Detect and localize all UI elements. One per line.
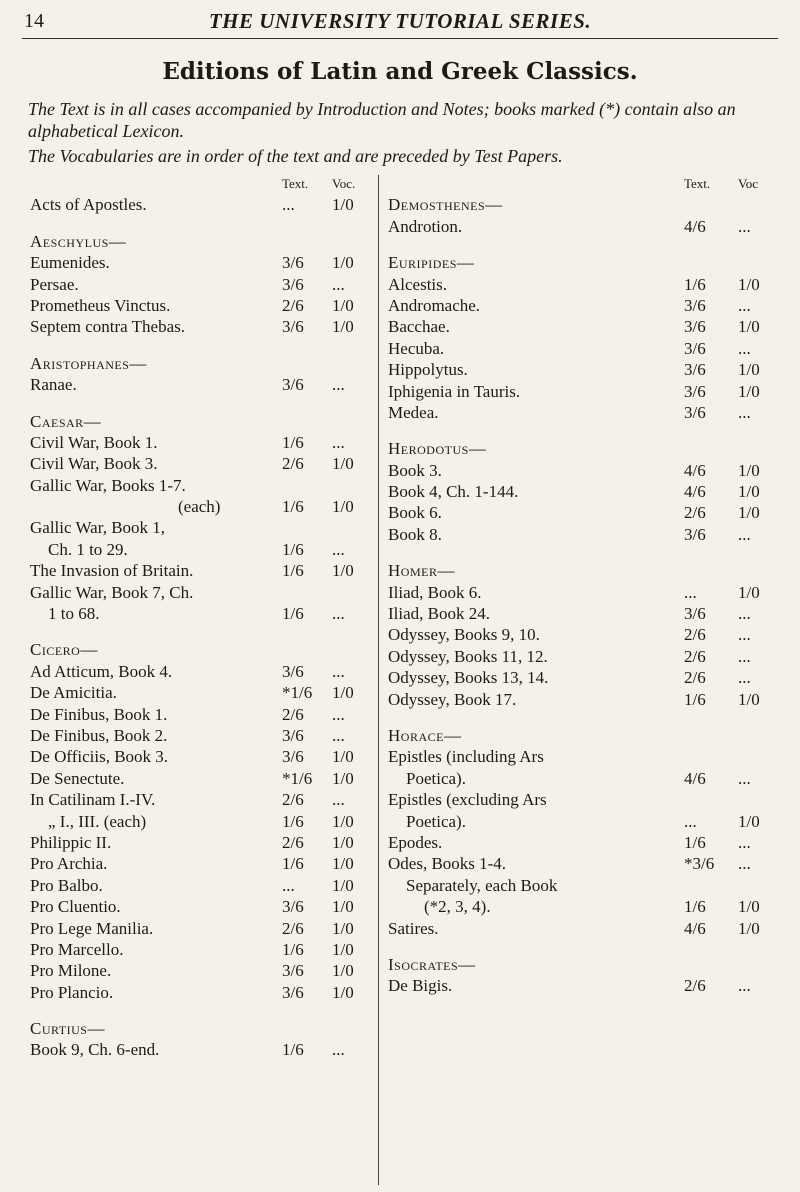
text-price: 2/6	[282, 918, 304, 938]
work-title: Separately, each Book	[406, 875, 558, 895]
voc-price: 1/0	[332, 497, 354, 517]
text-price: 4/6	[684, 768, 706, 788]
voc-price: ...	[332, 725, 345, 745]
work-title: The Invasion of Britain.	[30, 561, 194, 581]
work-title: Persae.	[30, 274, 79, 294]
author-name: Demosthenes—	[388, 195, 503, 215]
column-divider	[378, 175, 379, 1185]
voc-price: 1/0	[332, 875, 354, 895]
text-price: 4/6	[684, 460, 706, 480]
voc-price: 1/0	[738, 582, 760, 602]
work-title: In Catilinam I.-IV.	[30, 790, 156, 810]
text-price: 2/6	[684, 668, 706, 688]
work-title: Poetica).	[406, 768, 466, 788]
text-price: 3/6	[282, 274, 304, 294]
work-title: Pro Marcello.	[30, 939, 124, 959]
list-item	[388, 789, 792, 810]
work-title: Iliad, Book 6.	[388, 582, 482, 602]
text-price: 2/6	[282, 704, 304, 724]
list-item	[30, 682, 376, 703]
author-heading	[388, 954, 792, 975]
list-item	[30, 496, 376, 517]
voc-price: 1/0	[332, 561, 354, 581]
work-title: (*2, 3, 4).	[424, 897, 491, 917]
voc-price: 1/0	[738, 274, 760, 294]
list-item	[30, 274, 376, 295]
text-price: 2/6	[282, 790, 304, 810]
list-item	[388, 896, 792, 917]
voc-price: ...	[332, 375, 345, 395]
text-price: 4/6	[684, 482, 706, 502]
work-title: Prometheus Vinctus.	[30, 295, 171, 315]
list-item	[30, 517, 376, 538]
author-name: Euripides—	[388, 253, 475, 273]
text-price: 3/6	[684, 295, 706, 315]
list-item	[388, 295, 792, 316]
text-price: 3/6	[282, 661, 304, 681]
text-price: 3/6	[282, 253, 304, 273]
voc-price: ...	[332, 1040, 345, 1060]
work-title: Book 9, Ch. 6-end.	[30, 1040, 160, 1060]
list-item	[30, 811, 376, 832]
list-item	[30, 475, 376, 496]
list-item	[388, 402, 792, 423]
work-title: Andromache.	[388, 295, 481, 315]
voc-price: ...	[738, 216, 751, 236]
text-price: 1/6	[684, 689, 706, 709]
work-title: Ch. 1 to 29.	[48, 539, 128, 559]
list-item	[30, 316, 376, 337]
author-name: Cicero—	[30, 640, 98, 660]
text-price: ...	[684, 811, 697, 831]
author-name: Homer—	[388, 561, 455, 581]
list-item	[30, 1039, 376, 1060]
text-price: 2/6	[282, 295, 304, 315]
author-name: Caesar—	[30, 411, 102, 431]
author-name: Aristophanes—	[30, 353, 147, 373]
voc-price: ...	[738, 295, 751, 315]
work-title: De Finibus, Book 2.	[30, 725, 168, 745]
voc-price: ...	[738, 402, 751, 422]
work-title: Eumenides.	[30, 253, 110, 273]
author-name: Horace—	[388, 725, 462, 745]
work-title: 1 to 68.	[48, 604, 100, 624]
text-price: 2/6	[684, 646, 706, 666]
text-price: 3/6	[684, 402, 706, 422]
page-header	[22, 8, 778, 39]
list-item	[388, 502, 792, 523]
right-column	[388, 173, 792, 997]
work-title: Civil War, Book 1.	[30, 432, 158, 452]
work-title: Gallic War, Book 7, Ch.	[30, 582, 194, 602]
text-price: 3/6	[684, 360, 706, 380]
work-title: Alcestis.	[388, 274, 448, 294]
list-item	[30, 374, 376, 395]
text-price: 3/6	[282, 897, 304, 917]
work-title: Medea.	[388, 402, 439, 422]
voc-price: 1/0	[738, 482, 760, 502]
list-item	[30, 725, 376, 746]
intro-text-notes: The Text is in all cases accompanied by Introduction and Notes; books marked (*) contain also an alphabetical Lexicon.	[28, 99, 736, 141]
text-price: 1/6	[282, 539, 304, 559]
author-name: Herodotus—	[388, 439, 487, 459]
text-price: *1/6	[282, 768, 313, 788]
text-price: 1/6	[282, 939, 304, 959]
list-item	[30, 918, 376, 939]
column-header	[388, 173, 792, 194]
work-title: Gallic War, Books 1-7.	[30, 475, 186, 495]
text-price: 4/6	[684, 918, 706, 938]
work-title: Pro Balbo.	[30, 875, 103, 895]
text-price: 2/6	[684, 503, 706, 523]
voc-price: 1/0	[332, 768, 354, 788]
voc-price: 1/0	[332, 253, 354, 273]
voc-price: ...	[738, 604, 751, 624]
author-heading	[388, 194, 792, 215]
text-price: 3/6	[684, 524, 706, 544]
list-item	[30, 560, 376, 581]
voc-price: ...	[738, 625, 751, 645]
voc-price: ...	[332, 539, 345, 559]
section-spacer	[30, 1003, 376, 1018]
author-heading	[30, 411, 376, 432]
work-title: De Amicitia.	[30, 683, 117, 703]
voc-price: ...	[738, 832, 751, 852]
text-price: 1/6	[282, 1040, 304, 1060]
list-item	[388, 381, 792, 402]
column-header	[30, 173, 376, 194]
work-title: De Bigis.	[388, 976, 453, 996]
author-heading	[388, 252, 792, 273]
voc-price: ...	[332, 704, 345, 724]
list-item	[388, 975, 792, 996]
text-price: 1/6	[282, 497, 304, 517]
list-item	[388, 918, 792, 939]
list-item	[388, 832, 792, 853]
work-title: Bacchae.	[388, 317, 450, 337]
work-title: Hippolytus.	[388, 360, 468, 380]
voc-price: ...	[738, 338, 751, 358]
page-number: 14	[24, 10, 44, 32]
voc-price: 1/0	[738, 317, 760, 337]
text-price: 1/6	[282, 432, 304, 452]
list-item	[388, 481, 792, 502]
voc-price: ...	[332, 432, 345, 452]
voc-price: 1/0	[332, 811, 354, 831]
voc-price: ...	[738, 524, 751, 544]
list-item	[30, 768, 376, 789]
work-title: Odyssey, Books 13, 14.	[388, 668, 549, 688]
text-column-label: Text.	[282, 176, 309, 191]
work-title: Epistles (including Ars	[388, 747, 544, 767]
list-item	[30, 661, 376, 682]
list-item	[388, 746, 792, 767]
work-title: Iliad, Book 24.	[388, 604, 490, 624]
text-price: 1/6	[282, 811, 304, 831]
text-price: 1/6	[282, 604, 304, 624]
list-item	[30, 603, 376, 624]
author-heading	[30, 1018, 376, 1039]
work-title: Androtion.	[388, 216, 463, 236]
list-item	[388, 524, 792, 545]
voc-price: 1/0	[332, 854, 354, 874]
section-spacer	[30, 624, 376, 639]
voc-price: ...	[332, 604, 345, 624]
work-title: Odyssey, Books 9, 10.	[388, 625, 540, 645]
text-price: *3/6	[684, 854, 715, 874]
list-item	[30, 432, 376, 453]
voc-price: 1/0	[332, 832, 354, 852]
list-item	[30, 939, 376, 960]
author-heading	[30, 231, 376, 252]
list-item	[388, 338, 792, 359]
voc-price: ...	[738, 768, 751, 788]
section-spacer	[30, 216, 376, 231]
work-title: (each)	[178, 497, 221, 517]
work-title: Pro Lege Manilia.	[30, 918, 154, 938]
voc-column-label: Voc	[738, 176, 758, 191]
text-price: 3/6	[684, 381, 706, 401]
author-name: Isocrates—	[388, 954, 476, 974]
text-price: 2/6	[282, 454, 304, 474]
page-heading: Editions of Latin and Greek Classics.	[162, 58, 638, 85]
list-item	[388, 875, 792, 896]
voc-price: ...	[738, 854, 751, 874]
section-spacer	[388, 939, 792, 954]
list-item	[30, 853, 376, 874]
voc-price: 1/0	[332, 747, 354, 767]
text-price: 4/6	[684, 216, 706, 236]
voc-price: 1/0	[332, 195, 354, 215]
list-item	[388, 216, 792, 237]
list-item	[30, 789, 376, 810]
text-price: 1/6	[684, 832, 706, 852]
section-spacer	[30, 338, 376, 353]
text-price: 3/6	[282, 725, 304, 745]
text-price: *1/6	[282, 683, 313, 703]
work-title: Hecuba.	[388, 338, 445, 358]
work-title: Pro Plancio.	[30, 982, 114, 1002]
voc-price: 1/0	[332, 317, 354, 337]
text-price: 3/6	[282, 982, 304, 1002]
section-spacer	[388, 423, 792, 438]
list-item	[388, 811, 792, 832]
list-item	[388, 667, 792, 688]
work-title: Ranae.	[30, 375, 77, 395]
author-heading	[388, 725, 792, 746]
voc-price: 1/0	[332, 683, 354, 703]
work-title: De Senectute.	[30, 768, 125, 788]
list-item	[30, 295, 376, 316]
voc-price: 1/0	[332, 454, 354, 474]
text-price: 2/6	[684, 625, 706, 645]
voc-column-label: Voc.	[332, 176, 356, 191]
voc-price: 1/0	[332, 939, 354, 959]
series-title: THE UNIVERSITY TUTORIAL SERIES.	[208, 9, 592, 33]
work-title: De Officiis, Book 3.	[30, 747, 169, 767]
list-item	[388, 646, 792, 667]
voc-price: ...	[332, 661, 345, 681]
list-item	[30, 875, 376, 896]
list-item	[30, 960, 376, 981]
work-title: Iphigenia in Tauris.	[388, 381, 521, 401]
list-item	[388, 316, 792, 337]
list-item	[388, 689, 792, 710]
work-title: Ad Atticum, Book 4.	[30, 661, 173, 681]
author-name: Curtius—	[30, 1019, 105, 1039]
section-spacer	[388, 237, 792, 252]
work-title: Gallic War, Book 1,	[30, 518, 166, 538]
text-price: 1/6	[282, 561, 304, 581]
list-item	[30, 704, 376, 725]
voc-price: 1/0	[332, 961, 354, 981]
intro-text-vocabularies: The Vocabularies are in order of the text and are preceded by Test Papers.	[28, 146, 563, 166]
list-item	[30, 582, 376, 603]
work-title: Pro Milone.	[30, 961, 112, 981]
text-price: 3/6	[282, 317, 304, 337]
voc-price: ...	[738, 668, 751, 688]
voc-price: 1/0	[738, 897, 760, 917]
voc-price: 1/0	[332, 918, 354, 938]
text-price: 3/6	[684, 317, 706, 337]
work-title: Poetica).	[406, 811, 466, 831]
list-item	[30, 896, 376, 917]
text-price: 2/6	[684, 976, 706, 996]
text-price: ...	[282, 875, 295, 895]
section-spacer	[388, 710, 792, 725]
list-item	[388, 460, 792, 481]
voc-price: 1/0	[738, 811, 760, 831]
work-title: Book 8.	[388, 524, 442, 544]
work-title: Pro Cluentio.	[30, 897, 121, 917]
author-heading	[388, 560, 792, 581]
list-item	[30, 252, 376, 273]
work-title: Philippic II.	[30, 832, 112, 852]
list-item	[30, 746, 376, 767]
text-price: 3/6	[282, 961, 304, 981]
voc-price: 1/0	[738, 360, 760, 380]
voc-price: 1/0	[738, 381, 760, 401]
voc-price: 1/0	[332, 982, 354, 1002]
text-column-label: Text.	[684, 176, 711, 191]
work-title: Book 4, Ch. 1-144.	[388, 482, 519, 502]
voc-price: ...	[738, 646, 751, 666]
author-heading	[30, 353, 376, 374]
work-title: Epodes.	[388, 832, 443, 852]
work-title: De Finibus, Book 1.	[30, 704, 168, 724]
work-title: Pro Archia.	[30, 854, 108, 874]
work-title: Odes, Books 1-4.	[388, 854, 507, 874]
list-item	[388, 624, 792, 645]
text-price: 1/6	[282, 854, 304, 874]
author-heading	[388, 438, 792, 459]
text-price: 1/6	[684, 274, 706, 294]
left-column	[30, 173, 376, 1061]
text-price: 1/6	[684, 897, 706, 917]
list-item	[388, 768, 792, 789]
section-spacer	[388, 545, 792, 560]
text-price: ...	[282, 195, 295, 215]
list-item	[388, 274, 792, 295]
work-title: Septem contra Thebas.	[30, 317, 186, 337]
text-price: 3/6	[684, 604, 706, 624]
work-title: „ I., III. (each)	[48, 811, 147, 831]
author-name: Aeschylus—	[30, 231, 127, 251]
text-price: 3/6	[282, 747, 304, 767]
work-title: Acts of Apostles.	[30, 195, 147, 215]
work-title: Odyssey, Book 17.	[388, 689, 517, 709]
list-item	[30, 453, 376, 474]
voc-price: ...	[332, 274, 345, 294]
voc-price: 1/0	[738, 918, 760, 938]
voc-price: 1/0	[332, 897, 354, 917]
text-price: ...	[684, 582, 697, 602]
list-item	[388, 582, 792, 603]
list-item	[388, 359, 792, 380]
work-title: Odyssey, Books 11, 12.	[388, 646, 548, 666]
voc-price: 1/0	[738, 503, 760, 523]
list-item	[388, 853, 792, 874]
voc-price: 1/0	[738, 689, 760, 709]
section-spacer	[30, 396, 376, 411]
text-price: 3/6	[684, 338, 706, 358]
work-title: Book 6.	[388, 503, 442, 523]
work-title: Satires.	[388, 918, 439, 938]
work-title: Epistles (excluding Ars	[388, 790, 547, 810]
work-title: Civil War, Book 3.	[30, 454, 158, 474]
list-item	[30, 539, 376, 560]
list-item	[30, 832, 376, 853]
work-title: Book 3.	[388, 460, 442, 480]
voc-price: 1/0	[332, 295, 354, 315]
voc-price: 1/0	[738, 460, 760, 480]
list-item	[30, 194, 376, 215]
list-item	[30, 982, 376, 1003]
voc-price: ...	[738, 976, 751, 996]
text-price: 3/6	[282, 375, 304, 395]
text-price: 2/6	[282, 832, 304, 852]
list-item	[388, 603, 792, 624]
voc-price: ...	[332, 790, 345, 810]
author-heading	[30, 639, 376, 660]
